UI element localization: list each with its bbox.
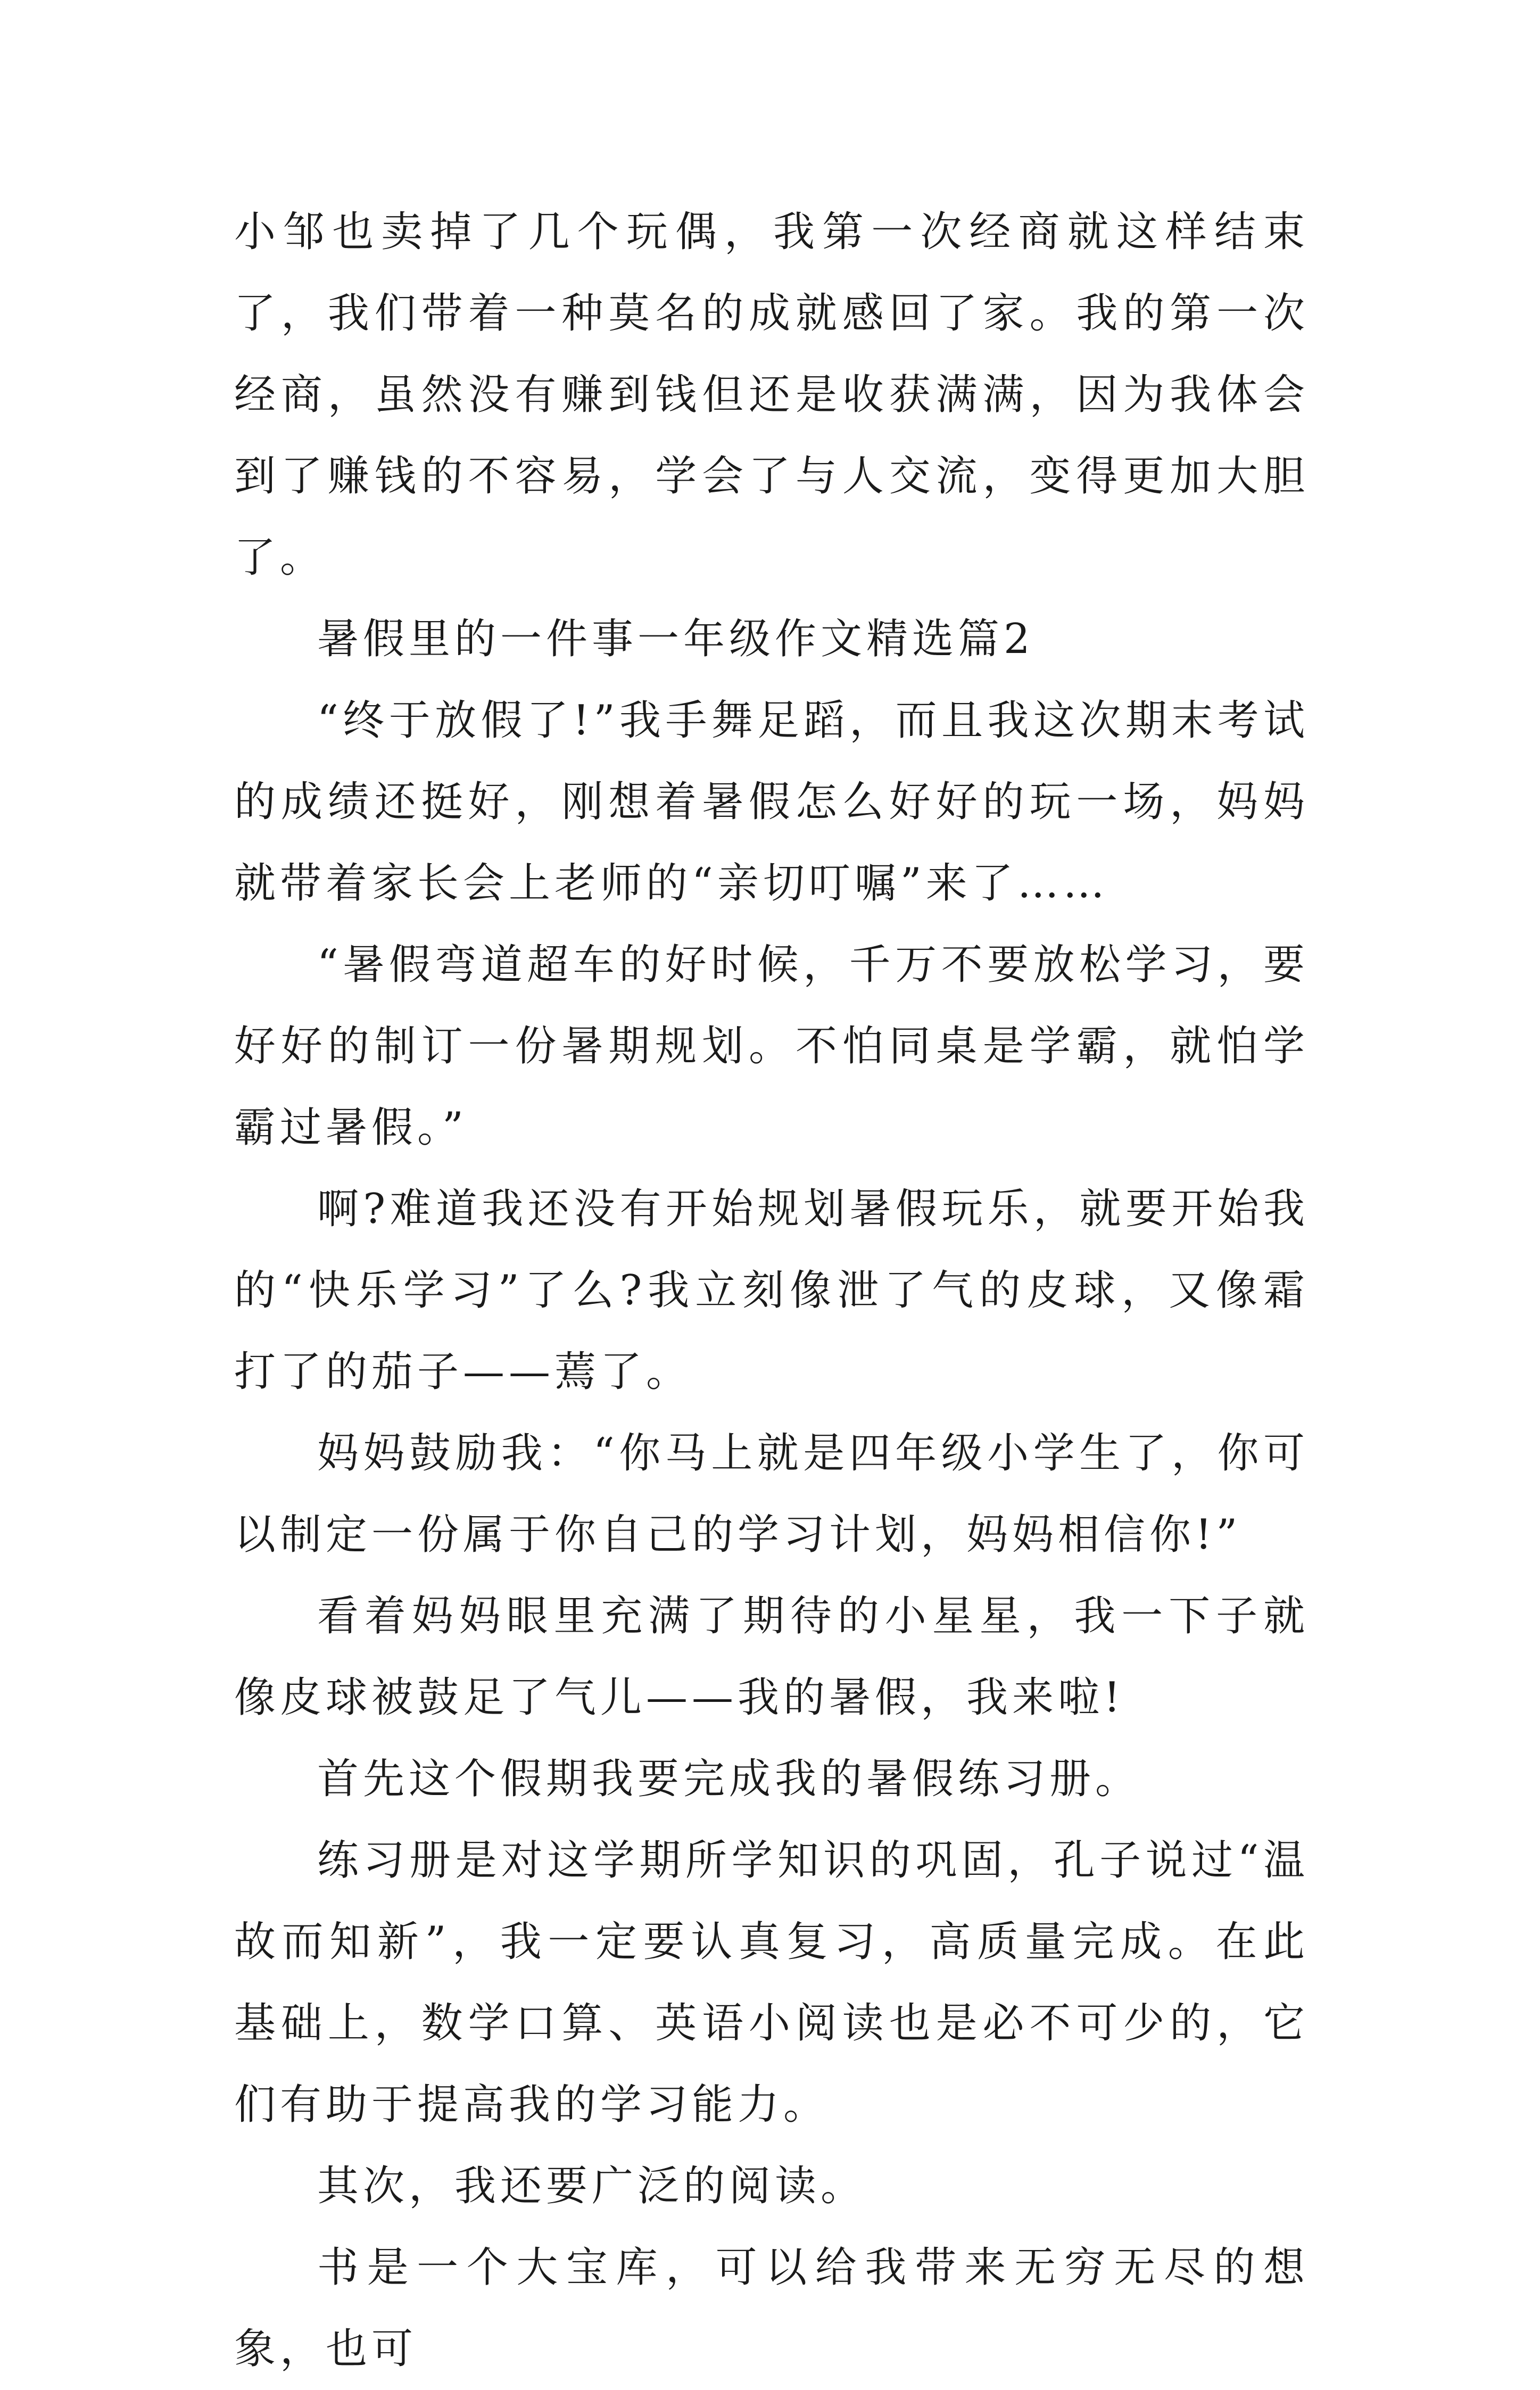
paragraph-10: 书是一个大宝库，可以给我带来无穷无尽的想象，也可 — [234, 2244, 1309, 2373]
paragraph-5: 妈妈鼓励我：“你马上就是四年级小学生了，你可以制定一份属于你自己的学习计划，妈妈相信你!” — [234, 1429, 1309, 1559]
paragraph-7: 首先这个假期我要完成我的暑假练习册。 — [317, 1755, 1141, 1803]
document-body — [234, 192, 1309, 2390]
paragraph-6: 看着妈妈眼里充满了期待的小星星，我一下子就像皮球被鼓足了气儿——我的暑假，我来啦! — [234, 1592, 1309, 1722]
paragraph-3: “暑假弯道超车的好时候，千万不要放松学习，要好好的制订一份暑期规划。不怕同桌是学霸，就怕学霸过暑假。” — [234, 941, 1309, 1152]
paragraph-2: “终于放假了!”我手舞足蹈，而且我这次期末考试的成绩还挺好，刚想着暑假怎么好好的玩一场，妈妈就带着家长会上老师的“亲切叮嘱”来了…… — [234, 697, 1309, 907]
paragraph-8: 练习册是对这学期所学知识的巩固，孔子说过“温故而知新”，我一定要认真复习，高质量完成。在此基础上，数学口算、英语小阅读也是必不可少的，它们有助于提高我的学习能力。 — [234, 1837, 1309, 2129]
section-heading: 暑假里的一件事一年级作文精选篇2 — [317, 615, 1034, 663]
paragraph-4: 啊?难道我还没有开始规划暑假玩乐，就要开始我的“快乐学习”了么?我立刻像泄了气的皮球，又像霜打了的茄子——蔫了。 — [234, 1185, 1309, 1396]
paragraph-1: 小邹也卖掉了几个玩偶，我第一次经商就这样结束了，我们带着一种莫名的成就感回了家。我的第一次经商，虽然没有赚到钱但还是收获满满，因为我体会到了赚钱的不容易，学会了与人交流，变得更加大胆了。 — [234, 208, 1309, 582]
paragraph-9: 其次，我还要广泛的阅读。 — [317, 2162, 867, 2210]
